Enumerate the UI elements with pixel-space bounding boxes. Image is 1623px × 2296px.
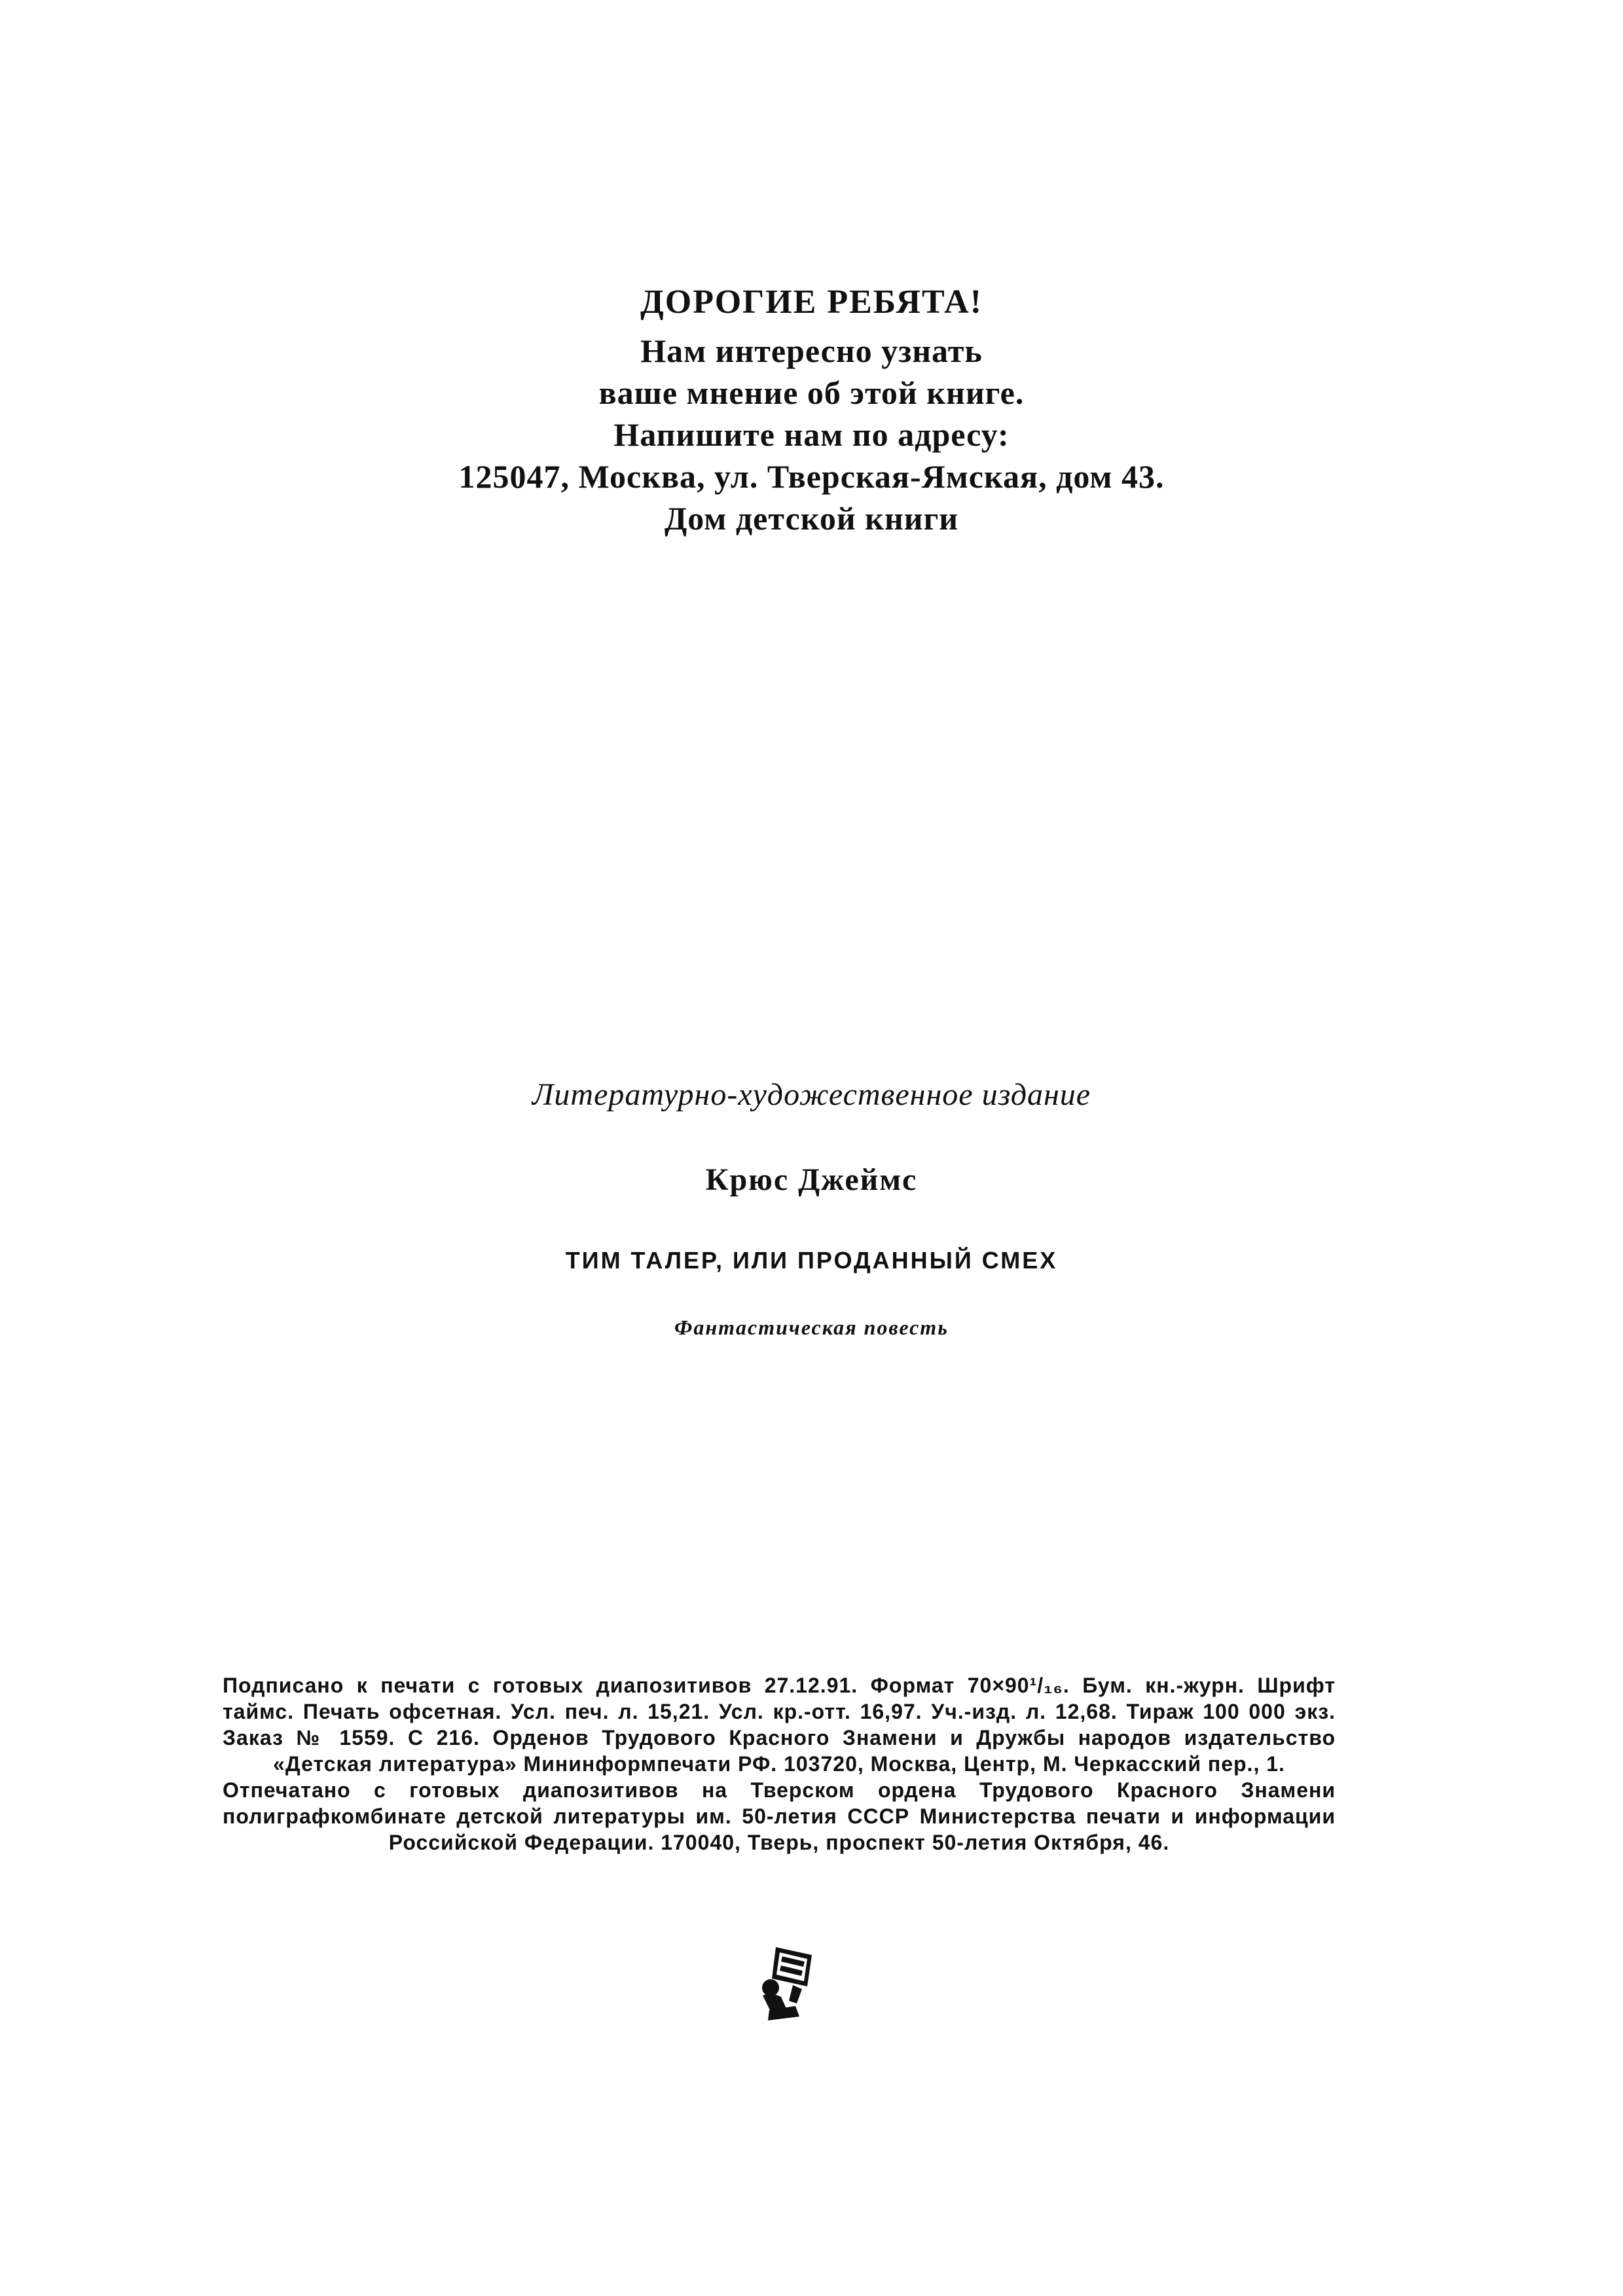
book-genre: Фантастическая повесть	[674, 1316, 949, 1339]
edition-type: Литературно-художественное издание	[532, 1077, 1091, 1112]
reader-appeal	[0, 281, 1623, 539]
print-info: Подписано к печати с готовых диапозитивов 27.12.91. Формат 70×90¹/₁₆. Бум. кн.-журн. Шрифт таймс. Печать офсетная. Усл. печ. л. 15,21. Усл. кр.-отт. 16,97. Уч.-изд. л. 12,68. Тираж 100 000 экз. Заказ № 1559. С 216. Орденов Трудового Красного Знамени и Дружбы народов издательство «Детская литература» Мининформпечати РФ. 103720, Москва, Центр, М. Черкасский пер., 1.	[223, 1674, 1336, 1776]
appeal-line-2: ваше мнение об этой книге.	[598, 374, 1025, 411]
publisher-logo-icon	[756, 1941, 828, 2026]
appeal-title: ДОРОГИЕ РЕБЯТА!	[640, 283, 983, 321]
publisher-address: 125047, Москва, ул. Тверская-Ямская, дом 43.	[458, 458, 1165, 495]
appeal-line-3: Напишите нам по адресу:	[613, 416, 1010, 453]
appeal-line-1: Нам интересно узнать	[640, 332, 983, 369]
printer-info: Отпечатано с готовых диапозитивов на Тверском ордена Трудового Красного Знамени полиграфкомбинате детской литературы им. 50-летия СССР Министерства печати и информации Российской Федерации. 170040, Тверь, проспект 50-летия Октября, 46.	[223, 1778, 1336, 1854]
book-title: ТИМ ТАЛЕР, ИЛИ ПРОДАННЫЙ СМЕХ	[565, 1247, 1058, 1274]
book-author: Крюс Джеймс	[705, 1162, 918, 1197]
colophon	[223, 1672, 1336, 1856]
publisher-name: Дом детской книги	[664, 500, 959, 537]
